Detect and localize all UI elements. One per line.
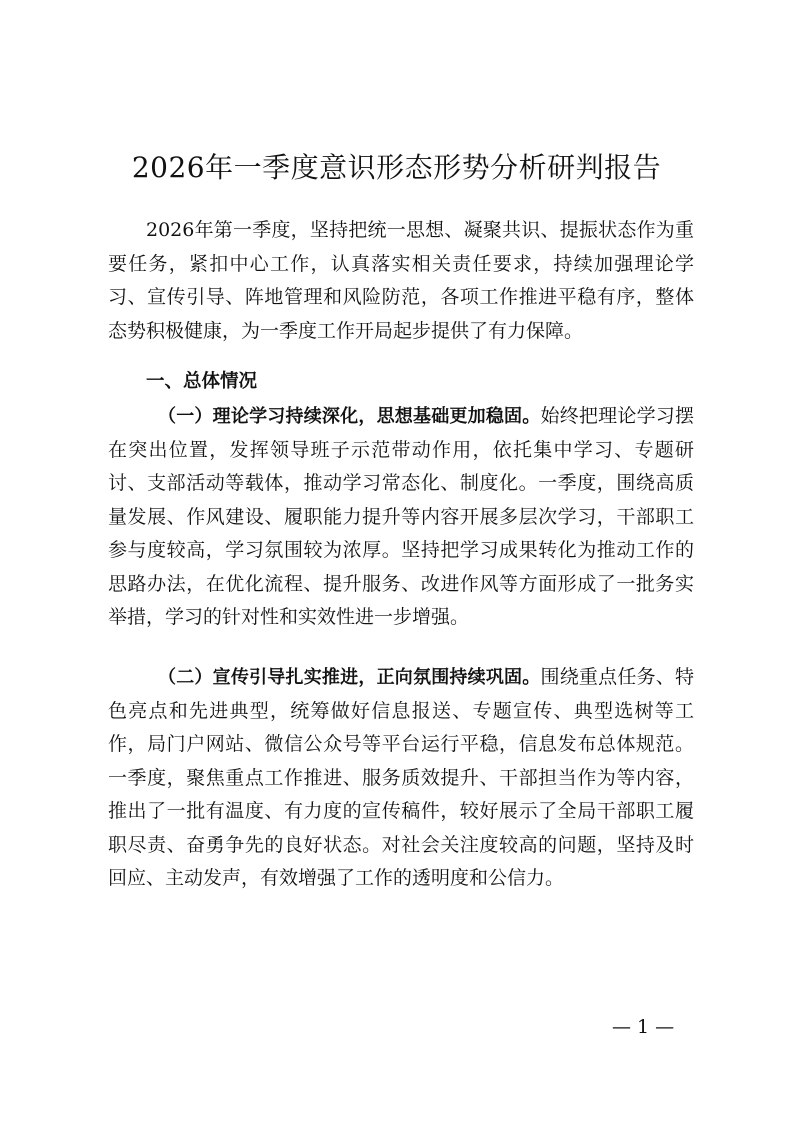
paragraph-lead-publicity-guidance: （二）宣传引导扎实推进，正向氛围持续巩固。: [158, 667, 541, 688]
intro-paragraph: 2026年第一季度，坚持把统一思想、凝聚共识、提振状态作为重要任务，紧扣中心工作，认真落实相关责任要求，持续加强理论学习、宣传引导、阵地管理和风险防范，各项工作推进平稳有序，整体态势积极健康，为一季度工作开局起步提供了有力保障。: [108, 219, 694, 342]
paragraph-theory-study: [108, 400, 694, 635]
paragraph-text-publicity-guidance: 围绕重点任务、特色亮点和先进典型，统筹做好信息报送、专题宣传、典型选树等工作，局门户网站、微信公众号等平台运行平稳，信息发布总体规范。一季度，聚焦重点工作推进、服务质效提升、干部担当作为等内容，推出了一批有温度、有力度的宣传稿件，较好展示了全局干部职工履职尽责、奋勇争先的良好状态。对社会关注度较高的问题，坚持及时回应、主动发声，有效增强了工作的透明度和公信力。: [108, 666, 694, 889]
page-number: — 1 —: [612, 1016, 675, 1038]
paragraph-lead-theory-study: （一）理论学习持续深化，思想基础更加稳固。: [158, 406, 541, 427]
paragraph-publicity-guidance: [108, 661, 694, 896]
document-title: 2026年一季度意识形态形势分析研判报告: [131, 151, 662, 184]
section-heading-overall: 一、总体情况: [146, 371, 258, 392]
paragraph-text-theory-study: 始终把理论学习摆在突出位置，发挥领导班子示范带动作用，依托集中学习、专题研讨、支部活动等载体，推动学习常态化、制度化。一季度，围绕高质量发展、作风建设、履职能力提升等内容开展多层次学习，干部职工参与度较高，学习氛围较为浓厚。坚持把学习成果转化为推动工作的思路办法，在优化流程、提升服务、改进作风等方面形成了一批务实举措，学习的针对性和实效性进一步增强。: [108, 405, 694, 628]
